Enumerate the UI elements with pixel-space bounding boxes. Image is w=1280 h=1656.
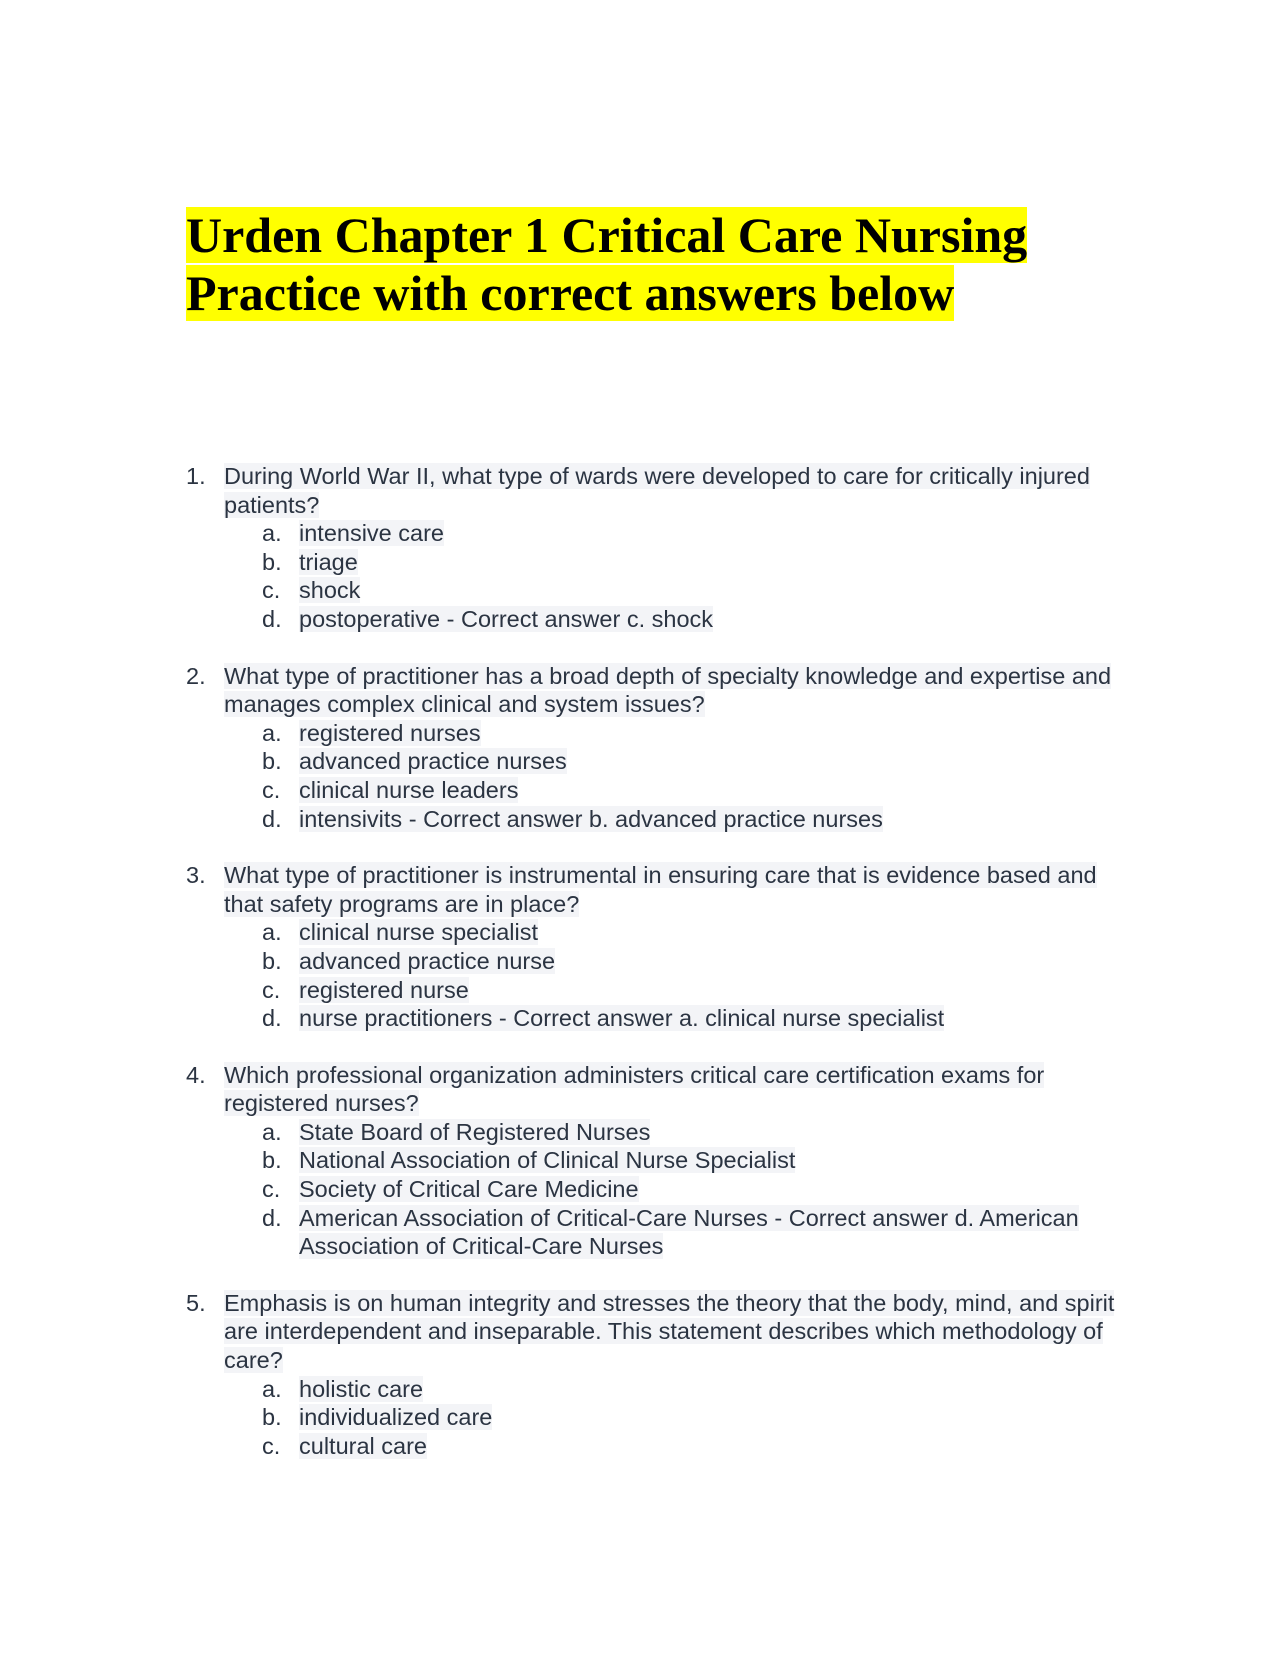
title-line-2: Practice with correct answers below bbox=[186, 265, 955, 321]
option-letter: c. bbox=[262, 976, 281, 1003]
option-item bbox=[262, 519, 1126, 548]
option-item bbox=[262, 1403, 1126, 1432]
option-letter: b. bbox=[262, 1404, 282, 1431]
option-text: intensive care bbox=[299, 520, 444, 547]
option-text: clinical nurse specialist bbox=[299, 919, 539, 946]
option-item bbox=[262, 548, 1126, 577]
option-item bbox=[262, 918, 1126, 947]
option-list bbox=[224, 519, 1126, 633]
option-list bbox=[224, 1118, 1126, 1261]
option-letter: d. bbox=[262, 605, 282, 632]
option-text: registered nurses bbox=[299, 719, 481, 746]
option-item bbox=[262, 1204, 1126, 1261]
option-item bbox=[262, 747, 1126, 776]
option-letter: d. bbox=[262, 1204, 282, 1231]
option-letter: c. bbox=[262, 577, 281, 604]
option-item bbox=[262, 947, 1126, 976]
option-item bbox=[262, 805, 1126, 834]
document-title bbox=[186, 206, 1086, 322]
question-text: During World War II, what type of wards were developed to care for critically injured patients? bbox=[224, 463, 1090, 518]
option-text: Society of Critical Care Medicine bbox=[299, 1176, 639, 1203]
option-letter: c. bbox=[262, 1432, 281, 1459]
question-number: 3. bbox=[186, 862, 206, 889]
question-number: 2. bbox=[186, 662, 206, 689]
option-item bbox=[262, 1375, 1126, 1404]
option-text: triage bbox=[299, 548, 358, 575]
question-2 bbox=[186, 662, 1126, 834]
option-text: postoperative - Correct answer c. shock bbox=[299, 605, 714, 632]
option-letter: c. bbox=[262, 1176, 281, 1203]
option-item bbox=[262, 576, 1126, 605]
option-text: advanced practice nurses bbox=[299, 748, 567, 775]
option-item bbox=[262, 1146, 1126, 1175]
option-text: shock bbox=[299, 577, 361, 604]
option-letter: d. bbox=[262, 1005, 282, 1032]
question-5 bbox=[186, 1289, 1126, 1461]
question-3 bbox=[186, 861, 1126, 1033]
option-letter: b. bbox=[262, 947, 282, 974]
option-item bbox=[262, 1175, 1126, 1204]
option-letter: b. bbox=[262, 548, 282, 575]
option-text: American Association of Critical-Care Nurses - Correct answer d. American Association of Critical-Care Nurses bbox=[299, 1204, 1079, 1260]
option-text: cultural care bbox=[299, 1432, 427, 1459]
option-text: National Association of Clinical Nurse Specialist bbox=[299, 1147, 796, 1174]
option-text: holistic care bbox=[299, 1375, 424, 1402]
question-list bbox=[186, 462, 1126, 1488]
option-text: advanced practice nurse bbox=[299, 947, 556, 974]
option-item bbox=[262, 719, 1126, 748]
title-line-1: Urden Chapter 1 Critical Care Nursing bbox=[186, 207, 1028, 263]
option-letter: a. bbox=[262, 1375, 282, 1402]
question-number: 1. bbox=[186, 463, 206, 489]
option-text: individualized care bbox=[299, 1404, 493, 1431]
option-text: nurse practitioners - Correct answer a. clinical nurse specialist bbox=[299, 1005, 945, 1032]
question-number: 5. bbox=[186, 1289, 206, 1316]
option-list bbox=[224, 1375, 1126, 1461]
option-text: intensivits - Correct answer b. advanced practice nurses bbox=[299, 805, 883, 832]
option-item bbox=[262, 1118, 1126, 1147]
option-letter: a. bbox=[262, 520, 282, 547]
option-list bbox=[224, 719, 1126, 833]
question-text: Which professional organization administers critical care certification exams for registered nurses? bbox=[224, 1061, 1045, 1117]
option-letter: a. bbox=[262, 719, 282, 746]
option-letter: b. bbox=[262, 748, 282, 775]
option-letter: b. bbox=[262, 1147, 282, 1174]
option-item bbox=[262, 1432, 1126, 1461]
option-item bbox=[262, 976, 1126, 1005]
option-letter: a. bbox=[262, 1118, 282, 1145]
question-text: What type of practitioner has a broad depth of specialty knowledge and expertise and manages complex clinical and system issues? bbox=[224, 662, 1112, 718]
question-text: Emphasis is on human integrity and stresses the theory that the body, mind, and spirit are interdependent and inseparable. This statement describes which methodology of care? bbox=[224, 1289, 1115, 1374]
option-item bbox=[262, 605, 1126, 634]
question-4 bbox=[186, 1061, 1126, 1261]
option-item bbox=[262, 776, 1126, 805]
option-text: clinical nurse leaders bbox=[299, 776, 519, 803]
option-letter: a. bbox=[262, 919, 282, 946]
option-list bbox=[224, 918, 1126, 1032]
question-text: What type of practitioner is instrumental in ensuring care that is evidence based and that safety programs are in place? bbox=[224, 862, 1097, 917]
question-1 bbox=[186, 462, 1126, 634]
option-text: registered nurse bbox=[299, 976, 469, 1003]
option-item bbox=[262, 1004, 1126, 1033]
option-letter: d. bbox=[262, 805, 282, 832]
option-letter: c. bbox=[262, 776, 281, 803]
question-number: 4. bbox=[186, 1061, 206, 1088]
option-text: State Board of Registered Nurses bbox=[299, 1118, 651, 1145]
